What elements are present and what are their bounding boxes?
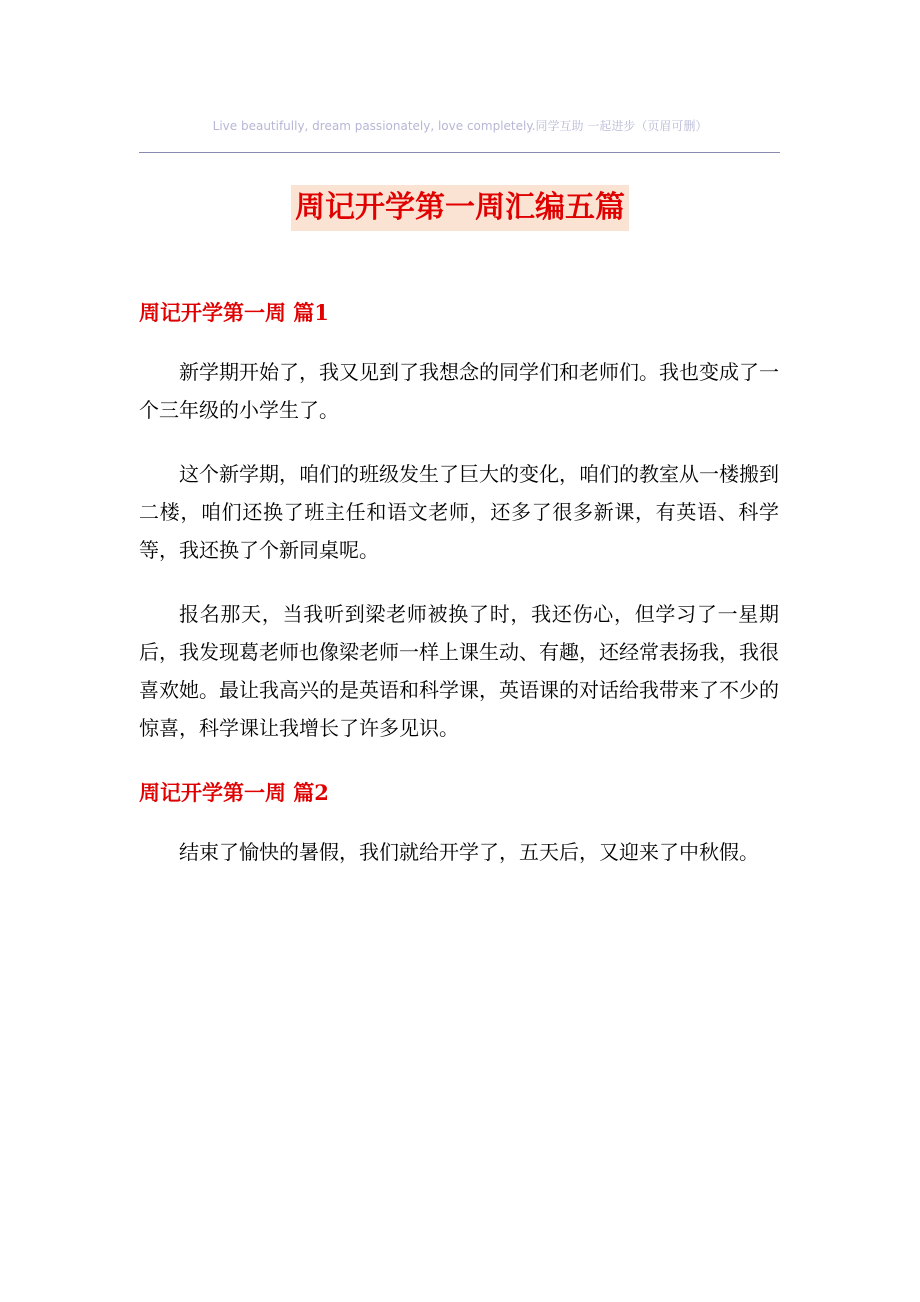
section-heading: 周记开学第一周 篇2 [139, 780, 329, 805]
title-container [0, 185, 920, 231]
paragraph: 报名那天，当我听到梁老师被换了时，我还伤心，但学习了一星期后，我发现葛老师也像梁老师一样上课生动、有趣，还经常表扬我，我很喜欢她。最让我高兴的是英语和科学课，英语课的对话给我带来了不少的惊喜，科学课让我增长了许多见识。 [139, 602, 779, 740]
paragraph: 结束了愉快的暑假，我们就给开学了，五天后，又迎来了中秋假。 [179, 840, 759, 864]
document-body [139, 293, 779, 897]
section-heading: 周记开学第一周 篇1 [139, 300, 329, 325]
paragraph: 新学期开始了，我又见到了我想念的同学们和老师们。我也变成了一个三年级的小学生了。 [139, 360, 779, 422]
document-title: 周记开学第一周汇编五篇 [291, 185, 629, 231]
section-2 [139, 773, 779, 871]
paragraph: 这个新学期，咱们的班级发生了巨大的变化，咱们的教室从一楼搬到二楼，咱们还换了班主任和语文老师，还多了很多新课，有英语、科学等，我还换了个新同桌呢。 [139, 462, 779, 562]
section-1 [139, 293, 779, 747]
running-header: Live beautifully, dream passionately, love completely.同学互助 一起进步（页眉可删） [212, 119, 708, 133]
header-divider [139, 152, 780, 153]
